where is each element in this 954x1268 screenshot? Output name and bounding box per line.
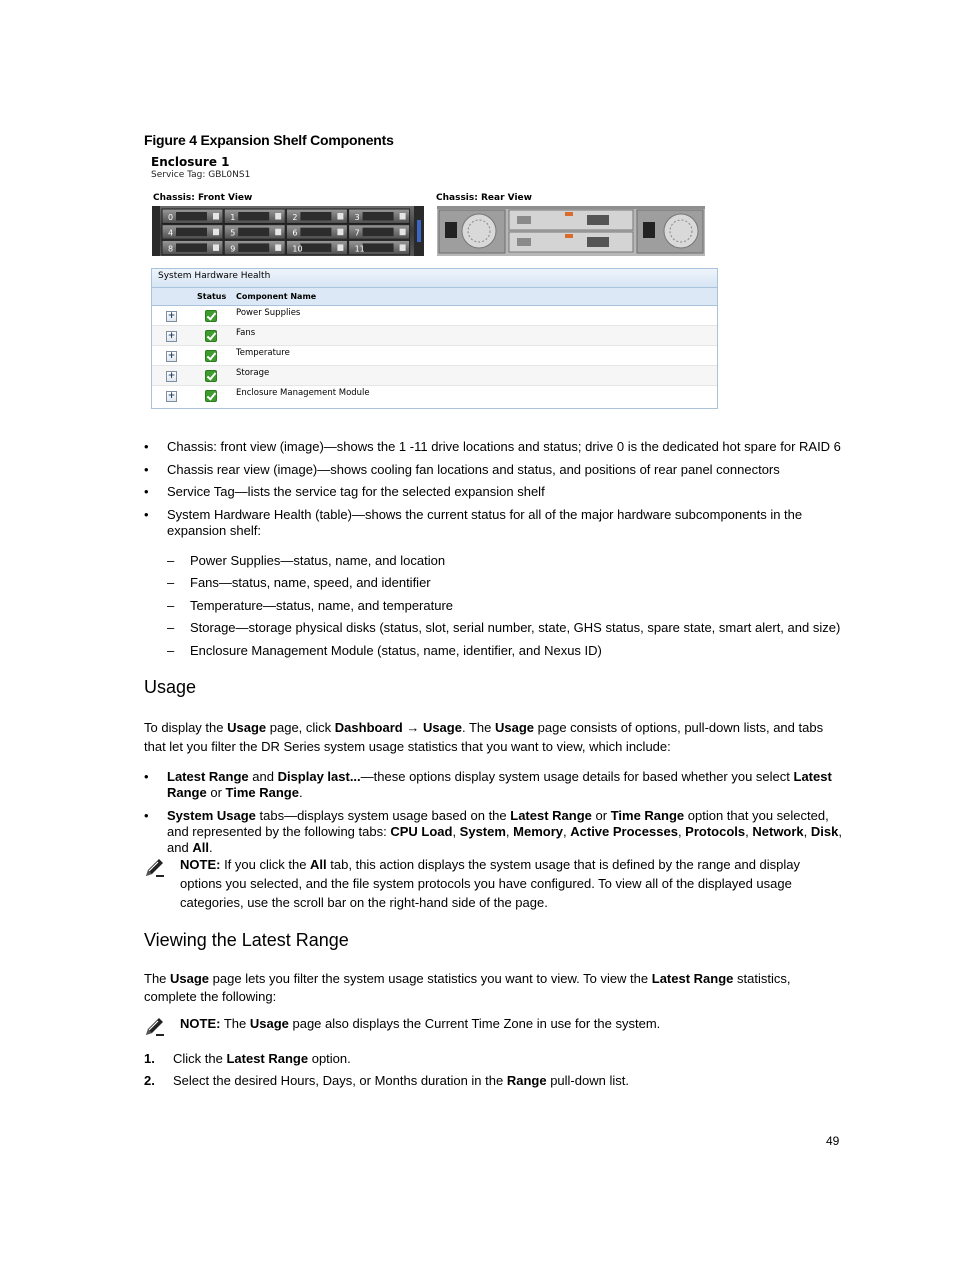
page-number: 49 (826, 1134, 840, 1148)
drive-bay-led (337, 229, 343, 236)
latest-range-term: Latest Range (167, 769, 249, 784)
chassis-front-image (152, 206, 424, 256)
note-label: NOTE: (180, 1016, 221, 1031)
drive-number-label: 8 (168, 244, 174, 254)
expand-plus-icon[interactable]: + (167, 391, 176, 401)
component-name: Storage (236, 368, 270, 378)
expand-plus-icon[interactable]: + (167, 331, 176, 341)
usage-intro-paragraph (144, 718, 844, 756)
usage-term: Usage (422, 720, 462, 735)
text-run: To display the (144, 720, 228, 735)
drive-number-label: 10 (292, 244, 303, 254)
text-run: or (206, 785, 226, 800)
text-run: statistics, complete the following: (144, 971, 791, 1004)
dash-marker: – (167, 598, 175, 613)
drive-number-label: 4 (168, 228, 174, 238)
usage-term: Usage (494, 720, 535, 735)
text-run: If you click the (220, 857, 311, 872)
tab-term: Memory (513, 824, 564, 839)
text-run: Select the desired Hours, Days, or Months duration in the (173, 1073, 507, 1088)
note-pencil-icon (144, 856, 166, 878)
bullet-dot: • (144, 808, 149, 823)
component-name: Enclosure Management Module (236, 388, 370, 398)
bullet-dot: • (144, 507, 149, 522)
bullet-text: System Usage tabs—displays system usage based on the Latest Range or Time Range option that you selected, and represented by the following tabs: CPU Load, System, Memory, Active Processes, Protocols, Network, Disk, and All. (167, 808, 842, 855)
drive-bay-grill (176, 212, 207, 221)
bullet-text: Chassis rear view (image)—shows cooling fan locations and status, and positions of rear panel connectors (167, 462, 780, 477)
latest-range-term: Latest Range (510, 808, 592, 823)
tab-term: Network (752, 824, 804, 839)
range-term: Range (506, 1073, 547, 1088)
text-run: page consists of options, pull-down lists, and tabs that let you filter the DR Series system usage statistics that you want to view, which include: (144, 720, 824, 754)
table-row (152, 326, 717, 346)
text-run: option that you selected, and represented by the following tabs: (167, 808, 829, 839)
sub-bullet-text: Fans—status, name, speed, and identifier (190, 575, 431, 590)
latest-range-term: Latest Range (226, 1051, 309, 1066)
table-row (152, 306, 717, 326)
tab-term: CPU Load (390, 824, 453, 839)
latest-range-intro-paragraph (144, 970, 844, 1006)
drive-bay-grill (300, 228, 331, 237)
display-last-term: Display last... (277, 769, 361, 784)
figure-caption: Figure 4 Expansion Shelf Components (144, 132, 394, 148)
drive-bay-grill (363, 228, 394, 237)
expand-plus-icon[interactable]: + (167, 311, 176, 321)
drive-bay-led (275, 229, 281, 236)
system-usage-term: System Usage (167, 808, 256, 823)
tab-term: Protocols (685, 824, 746, 839)
drive-number-label: 1 (230, 213, 236, 222)
drive-bay-led (275, 213, 281, 220)
drive-bay-grill (300, 243, 331, 252)
note-label: NOTE: (180, 857, 221, 872)
table-row (152, 346, 717, 366)
drive-number-label: 7 (354, 228, 360, 238)
expand-plus-icon[interactable]: + (167, 371, 176, 381)
tab-term: System (459, 824, 506, 839)
drive-bay-grill (176, 243, 207, 252)
step-text (173, 1073, 629, 1089)
text-run: —these options display system usage details for based whether you select (360, 769, 794, 784)
step-text (173, 1051, 351, 1067)
text-run: page, click (266, 720, 335, 735)
bullet-dot: • (144, 439, 149, 454)
component-column-header: Component Name (236, 292, 317, 301)
service-tag: Service Tag: GBL0NS1 (151, 170, 251, 180)
text-run: The (144, 971, 171, 986)
drive-number-label: 2 (292, 213, 298, 222)
drive-bay-grill (176, 228, 207, 237)
step-number: 1. (144, 1051, 155, 1066)
table-row (152, 366, 717, 386)
drive-bay-led (400, 244, 406, 251)
drive-bay-grill (238, 228, 269, 237)
usage-term: Usage (170, 971, 210, 986)
status-ok-check-icon (205, 310, 217, 322)
bullet-text: Chassis: front view (image)—shows the 1 -11 drive locations and status; drive 0 is the dedicated hot spare for RAID 6 (167, 439, 841, 454)
drive-bay-led (400, 213, 406, 220)
component-name: Fans (236, 328, 256, 338)
dash-marker: – (167, 553, 175, 568)
arrow-glyph: → (402, 720, 423, 735)
status-ok-check-icon (205, 390, 217, 402)
drive-bay-led (400, 229, 406, 236)
drive-bay-led (337, 244, 343, 251)
bullet-dot: • (144, 769, 149, 784)
time-range-term: Time Range (610, 808, 685, 823)
status-ok-check-icon (205, 370, 217, 382)
all-term: All (310, 857, 327, 872)
text-run: . The (461, 720, 495, 735)
component-name: Temperature (236, 348, 290, 358)
dash-marker: – (167, 643, 175, 658)
drive-bay-led (213, 213, 219, 220)
bullet-text: System Hardware Health (table)—shows the current status for all of the major hardware subcomponents in the expansion shelf: (167, 507, 803, 538)
system-hardware-health-table (151, 268, 718, 409)
step-number: 2. (144, 1073, 155, 1088)
drive-bay-grill (238, 243, 269, 252)
drive-number-label: 9 (230, 244, 236, 254)
tab-term: Active Processes (570, 824, 678, 839)
drive-bay-grill (238, 212, 269, 221)
drive-number-label: 3 (354, 213, 360, 222)
text-run: The (220, 1016, 250, 1031)
latest-range-term: Latest Range (167, 769, 832, 800)
text-run: page also displays the Current Time Zone in use for the system. (288, 1016, 661, 1031)
drive-bay-led (337, 213, 343, 220)
text-run: or (591, 808, 611, 823)
status-column-header: Status (197, 292, 227, 301)
sub-bullet-text: Power Supplies—status, name, and location (190, 553, 446, 568)
usage-heading: Usage (144, 677, 197, 697)
usage-term: Usage (227, 720, 267, 735)
text-run: , and (167, 824, 842, 855)
latest-range-term: Latest Range (651, 971, 734, 986)
text-run: tab, this action displays the system usage that is defined by the range and display options you selected, and the file system protocols you have configured. To view all of the displayed usage categories, use the scroll bar on the right-hand side of the page. (180, 857, 801, 910)
tab-term: Disk (810, 824, 839, 839)
text-run: and (248, 769, 278, 784)
time-range-term: Time Range (225, 785, 299, 800)
tab-term: All (192, 840, 209, 855)
usage-term: Usage (249, 1016, 289, 1031)
component-name: Power Supplies (236, 308, 301, 318)
drive-bay-grill (363, 212, 394, 221)
expansion-shelf-figure (148, 152, 723, 414)
drive-bay-led (213, 244, 219, 251)
text-run: Click the (173, 1051, 227, 1066)
drive-number-label: 11 (354, 244, 365, 254)
drive-number-label: 6 (292, 228, 298, 238)
status-ok-check-icon (205, 330, 217, 342)
dashboard-term: Dashboard (334, 720, 403, 735)
drive-number-label: 0 (168, 213, 174, 222)
note-paragraph (180, 1014, 820, 1033)
expand-plus-icon[interactable]: + (167, 351, 176, 361)
bullet-dot: • (144, 484, 149, 499)
table-row (152, 386, 717, 406)
drive-bay-grill (363, 243, 394, 252)
drive-bay-led (213, 229, 219, 236)
enclosure-title: Enclosure 1 (151, 155, 230, 169)
sub-bullet-text: Temperature—status, name, and temperature (190, 598, 454, 613)
status-ok-check-icon (205, 350, 217, 362)
chassis-rear-image (437, 206, 705, 256)
note-pencil-icon (144, 1015, 166, 1037)
sub-bullet-text: Enclosure Management Module (status, name, identifier, and Nexus ID) (190, 643, 602, 658)
text-run: . (208, 840, 213, 855)
front-view-label: Chassis: Front View (153, 193, 253, 203)
latest-range-heading: Viewing the Latest Range (144, 930, 349, 950)
bullet-text (167, 769, 842, 801)
text-run: tabs—displays system usage based on the (255, 808, 511, 823)
sub-bullet-text: Storage—storage physical disks (status, slot, serial number, state, GHS status, spare state, smart alert, and size) (190, 620, 841, 635)
text-run: option. (308, 1051, 351, 1066)
text-run: page lets you filter the system usage statistics you want to view. To view the (209, 971, 652, 986)
table-header-row (152, 288, 717, 306)
bullet-text: Service Tag—lists the service tag for the selected expansion shelf (167, 484, 545, 499)
dash-marker: – (167, 620, 175, 635)
bullet-dot: • (144, 462, 149, 477)
drive-bay-led (275, 244, 281, 251)
table-body (152, 306, 717, 406)
text-run: pull-down list. (546, 1073, 629, 1088)
drive-bay-grill (300, 212, 331, 221)
table-title: System Hardware Health (152, 269, 717, 288)
drive-number-label: 5 (230, 228, 236, 238)
note-paragraph (180, 855, 820, 912)
rear-view-label: Chassis: Rear View (436, 193, 532, 203)
text-run: . (298, 785, 303, 800)
dash-marker: – (167, 575, 175, 590)
